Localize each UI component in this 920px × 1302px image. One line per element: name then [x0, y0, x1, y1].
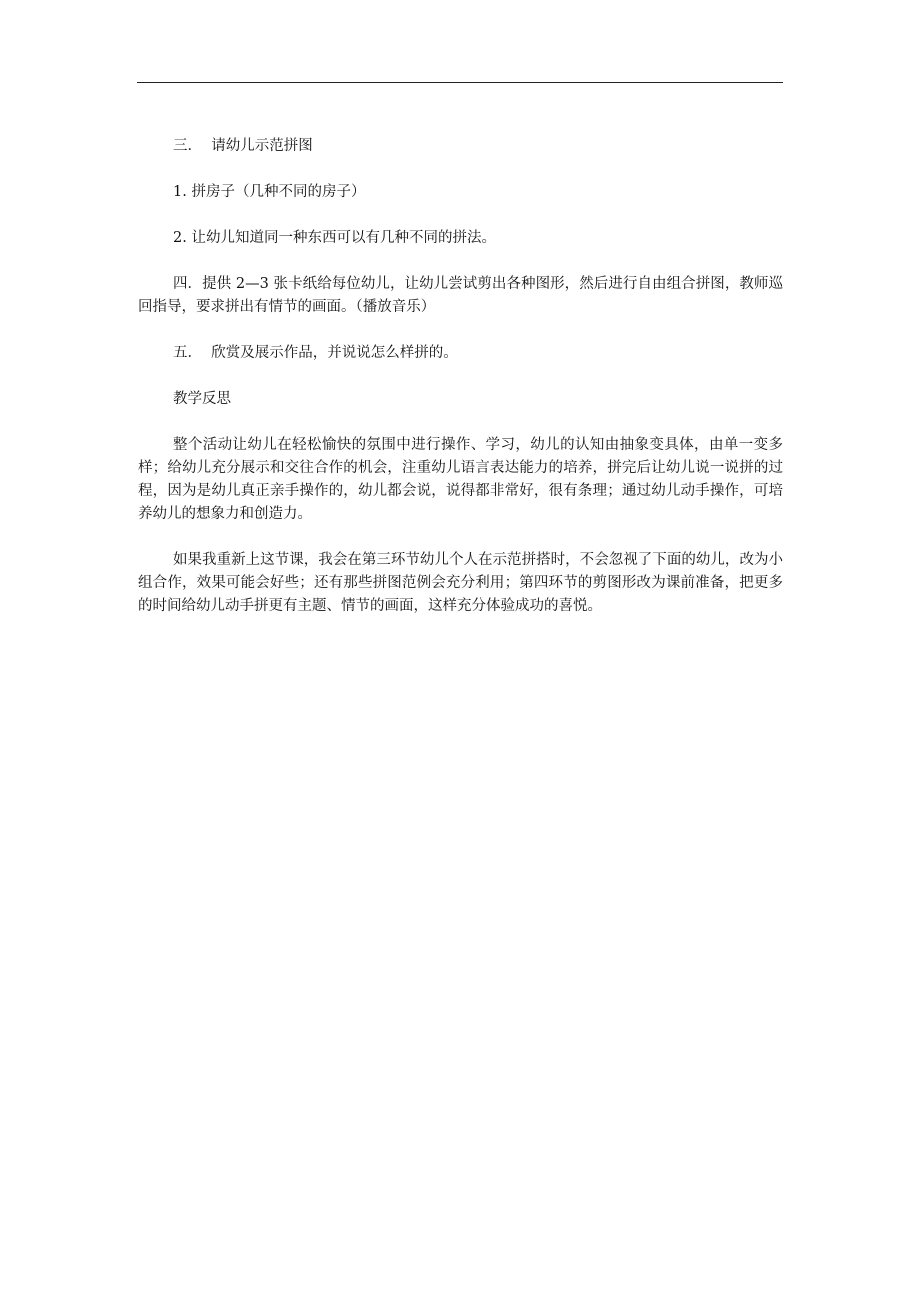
header-rule [137, 82, 783, 83]
paragraph-step-four: 四．提供 2—3 张卡纸给每位幼儿，让幼儿尝试剪出各种图形，然后进行自由组合拼图，教师巡回指导，要求拼出有情节的画面。（播放音乐） [138, 276, 783, 315]
paragraph-item-two: 2. 让幼儿知道同一种东西可以有几种不同的拼法。 [173, 230, 496, 246]
paragraph-improvement: 如果我重新上这节课，我会在第三环节幼儿个人在示范拼搭时，不会忽视了下面的幼儿，改为小组合作，效果可能会好些；还有那些拼图范例会充分利用；第四环节的剪图形改为课前准备，把更多的时间给幼儿动手拼更有主题、情节的画面，这样充分体验成功的喜悦。 [138, 552, 783, 614]
paragraph-reflection: 整个活动让幼儿在轻松愉快的氛围中进行操作、学习，幼儿的认知由抽象变具体，由单一变多样；给幼儿充分展示和交往合作的机会，注重幼儿语言表达能力的培养，拼完后让幼儿说一说拼的过程，因为是幼儿真正亲手操作的，幼儿都会说，说得都非常好，很有条理；通过幼儿动手操作，可培养幼儿的想象力和创造力。 [138, 437, 783, 522]
paragraph-step-three: 三． 请幼儿示范拼图 [173, 138, 313, 154]
section-heading-reflection: 教学反思 [173, 391, 231, 407]
document-body [138, 135, 783, 618]
paragraph-item-one: 1. 拼房子（几种不同的房子） [173, 184, 366, 200]
paragraph-step-five: 五． 欣赏及展示作品，并说说怎么样拼的。 [173, 345, 458, 361]
